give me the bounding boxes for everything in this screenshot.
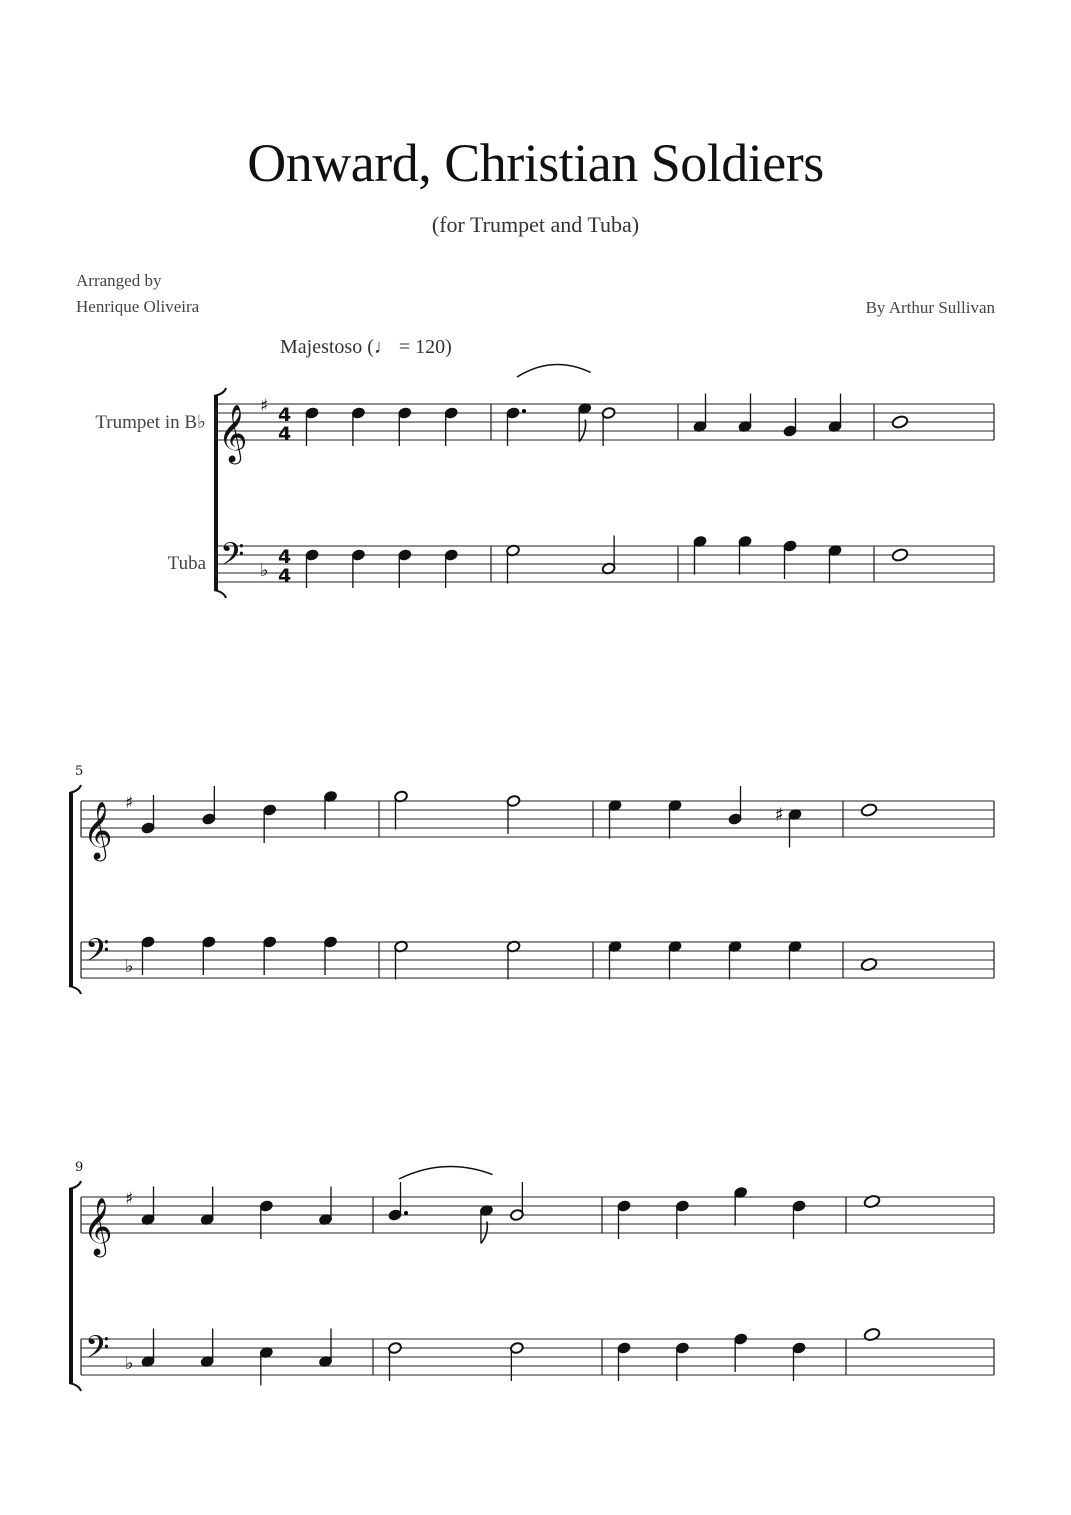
- time-signature-bottom: 4: [278, 565, 292, 587]
- time-signature-top: 4: [278, 546, 292, 568]
- tuba-note: [860, 957, 878, 972]
- trumpet-note: [775, 805, 802, 848]
- tempo-value: = 120): [393, 336, 452, 358]
- trumpet-note: [891, 415, 909, 430]
- key-signature-flat-icon: ♭: [260, 560, 269, 581]
- tuba-label: Tuba: [167, 553, 206, 574]
- trumpet-note-sharp: ♯: [775, 804, 784, 826]
- bass-clef-icon: 𝄢: [85, 1329, 110, 1373]
- arranger-name: Henrique Oliveira: [76, 297, 200, 316]
- tuba-note-head: [860, 957, 878, 972]
- key-signature-sharp-icon: ♯: [260, 396, 269, 416]
- trumpet-note: [202, 786, 216, 825]
- bracket-bottom: [214, 590, 226, 598]
- bass-clef-icon: 𝄢: [220, 536, 245, 580]
- piece-title: Onward, Christian Soldiers: [247, 133, 824, 193]
- measure-number: 5: [75, 764, 84, 779]
- treble-clef-icon: 𝄞: [218, 404, 248, 462]
- key-signature-sharp-icon: ♯: [125, 1189, 134, 1209]
- tuba-note-head: [863, 1327, 881, 1342]
- tuba-note: [863, 1327, 881, 1342]
- key-signature-sharp-icon: ♯: [125, 793, 134, 813]
- slur: [517, 365, 591, 378]
- bracket-bottom: [69, 1383, 81, 1391]
- time-signature-bottom: 4: [278, 423, 292, 445]
- key-signature-flat-icon: ♭: [125, 1353, 134, 1374]
- trumpet-note-dot: [404, 1211, 408, 1215]
- slur: [399, 1167, 492, 1180]
- bracket-bottom: [69, 986, 81, 994]
- trumpet-note-head: [863, 1194, 881, 1209]
- trumpet-note-head: [860, 803, 878, 818]
- tempo-text: Majestoso (: [280, 336, 374, 358]
- tuba-note: [891, 548, 909, 563]
- arranger-label: Arranged by: [76, 271, 162, 290]
- trumpet-label: Trumpet in B♭: [95, 412, 206, 433]
- quarter-note-icon: ♩: [373, 336, 394, 358]
- treble-clef-icon: 𝄞: [83, 1197, 113, 1255]
- piece-subtitle: (for Trumpet and Tuba): [431, 212, 640, 237]
- time-signature-top: 4: [278, 404, 292, 426]
- trumpet-note: [860, 803, 878, 818]
- trumpet-note-head: [891, 415, 909, 430]
- treble-clef-icon: 𝄞: [83, 801, 113, 859]
- measure-number: 9: [75, 1160, 84, 1175]
- trumpet-note: [728, 786, 742, 825]
- bracket-top: [214, 388, 226, 396]
- bass-clef-icon: 𝄢: [85, 932, 110, 976]
- tuba-note-head: [891, 548, 909, 563]
- trumpet-note-dot: [522, 409, 526, 413]
- bracket-top: [69, 785, 81, 793]
- bracket-top: [69, 1181, 81, 1189]
- composer-credit: By Arthur Sullivan: [865, 298, 995, 317]
- key-signature-flat-icon: ♭: [125, 956, 134, 977]
- trumpet-note: [510, 1182, 524, 1221]
- trumpet-note: [863, 1194, 881, 1209]
